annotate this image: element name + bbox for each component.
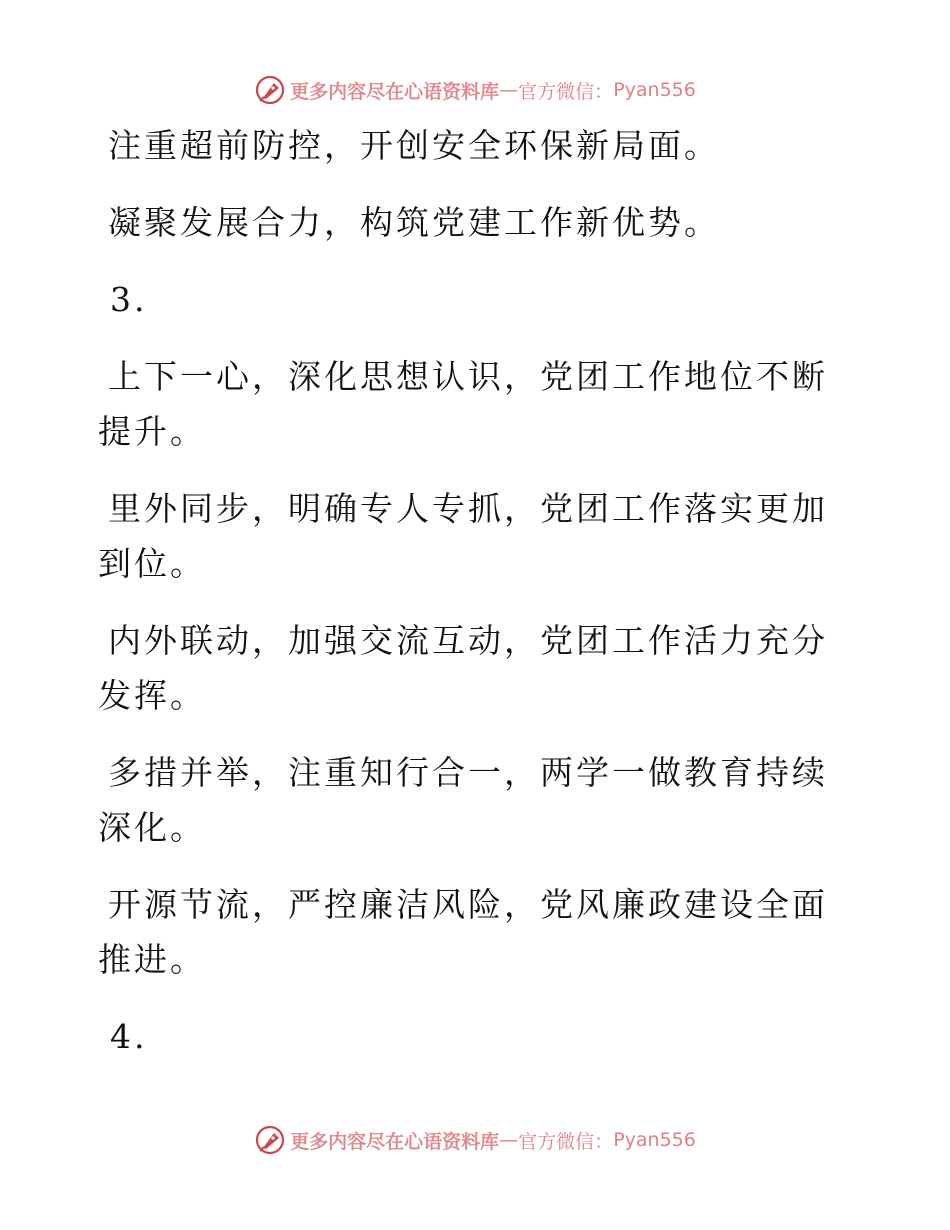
paragraph: 开源节流，严控廉洁风险，党风廉政建设全面推进。 xyxy=(98,885,828,979)
document-body xyxy=(98,118,838,1086)
paragraph: 凝聚发展合力，构筑党建工作新优势。 xyxy=(108,203,720,242)
watermark-sub-text: 官方微信： xyxy=(518,80,614,103)
section-number: 4. xyxy=(110,1017,148,1056)
watermark-main-text: 更多内容尽在心语资料库 xyxy=(290,1130,500,1153)
watermark-handle: Pyan556 xyxy=(613,79,696,101)
watermark-main-text: 更多内容尽在心语资料库 xyxy=(290,80,500,103)
footer-watermark xyxy=(0,1120,950,1160)
watermark-handle: Pyan556 xyxy=(613,1129,696,1151)
watermark-dash: — xyxy=(499,1129,519,1151)
paragraph: 内外联动，加强交流互动，党团工作活力充分发挥。 xyxy=(98,621,828,715)
paragraph: 里外同步，明确专人专抓，党团工作落实更加到位。 xyxy=(98,489,828,583)
pen-nib-logo-icon xyxy=(254,74,286,106)
pen-nib-logo-icon xyxy=(254,1124,286,1156)
paragraph: 注重超前防控，开创安全环保新局面。 xyxy=(108,126,720,165)
paragraph: 上下一心，深化思想认识，党团工作地位不断提升。 xyxy=(98,357,828,451)
section-number: 3. xyxy=(110,280,148,319)
watermark-dash: — xyxy=(499,79,519,101)
header-watermark xyxy=(0,70,950,110)
watermark-sub-text: 官方微信： xyxy=(518,1130,614,1153)
paragraph: 多措并举，注重知行合一，两学一做教育持续深化。 xyxy=(98,753,828,847)
